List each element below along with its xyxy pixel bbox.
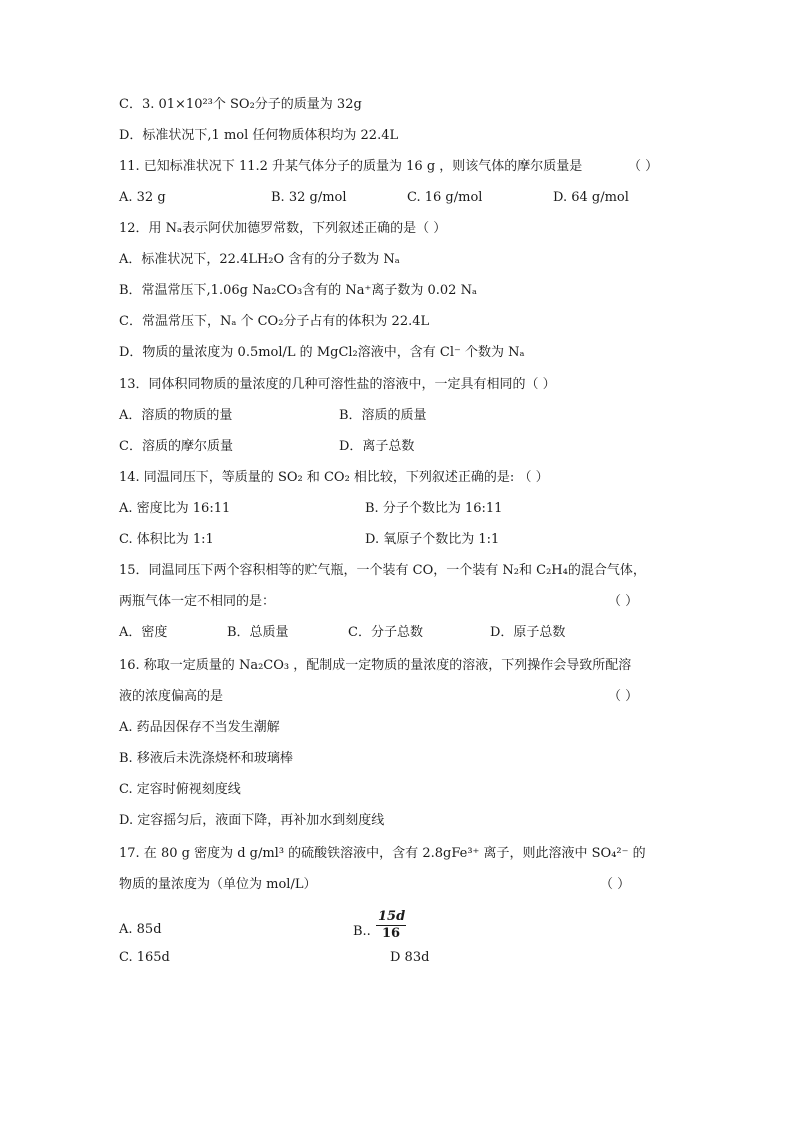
- answer-option-10: B. 分子个数比为 16:11: [365, 501, 503, 516]
- answer-blank-4: （ ）: [600, 877, 631, 892]
- text-line-5: A．标准状况下，22.4LH₂O 含有的分子数为 Nₐ: [119, 252, 400, 267]
- answer-option-18: B..: [353, 924, 371, 939]
- answer-option-12: D. 氧原子个数比为 1:1: [365, 532, 500, 547]
- answer-option-4: D. 64 g/mol: [553, 190, 629, 205]
- answer-blank-2: （ ）: [608, 594, 639, 609]
- answer-option-9: A. 密度比为 16:11: [119, 501, 231, 516]
- text-line-6: B．常温常压下,1.06g Na₂CO₃含有的 Na⁺离子数为 0.02 Nₐ: [119, 283, 477, 298]
- text-line-3: 11. 已知标准状况下 11.2 升某气体分子的质量为 16 g ，则该气体的摩尔质量是: [119, 159, 583, 174]
- fraction-denominator: 16: [381, 926, 401, 941]
- answer-option-6: B．溶质的质量: [339, 408, 427, 423]
- answer-blank-1: （ ）: [628, 159, 659, 174]
- answer-option-20: D 83d: [390, 950, 430, 965]
- answer-option-15: C．分子总数: [348, 625, 423, 640]
- text-line-4: 12．用 Nₐ表示阿伏加德罗常数，下列叙述正确的是（ ）: [119, 221, 447, 236]
- text-line-16: B. 移液后未洗涤烧杯和玻璃棒: [119, 751, 293, 766]
- answer-option-13: A．密度: [119, 625, 168, 640]
- text-line-14: 液的浓度偏高的是: [119, 689, 224, 704]
- answer-option-5: A．溶质的物质的量: [119, 408, 233, 423]
- text-line-18: D. 定容摇匀后，液面下降，再补加水到刻度线: [119, 813, 385, 828]
- text-line-10: 14. 同温同压下，等质量的 SO₂ 和 CO₂ 相比较，下列叙述正确的是: （ ）: [119, 470, 549, 485]
- text-line-20: 物质的量浓度为（单位为 mol/L）: [119, 877, 317, 892]
- answer-option-8: D．离子总数: [339, 439, 415, 454]
- text-line-15: A. 药品因保存不当发生潮解: [119, 720, 280, 735]
- answer-option-3: C. 16 g/mol: [407, 190, 483, 205]
- answer-option-2: B. 32 g/mol: [271, 190, 347, 205]
- answer-option-14: B．总质量: [227, 625, 289, 640]
- answer-option-17: A. 85d: [119, 922, 162, 937]
- text-line-17: C. 定容时俯视刻度线: [119, 782, 241, 797]
- answer-option-11: C. 体积比为 1:1: [119, 532, 214, 547]
- text-line-8: D．物质的量浓度为 0.5mol/L 的 MgCl₂溶液中，含有 Cl⁻ 个数为 Nₐ: [119, 345, 525, 360]
- text-line-19: 17. 在 80 g 密度为 d g/ml³ 的硫酸铁溶液中，含有 2.8gFe³⁺ 离子，则此溶液中 SO₄²⁻ 的: [119, 846, 646, 861]
- fraction-numerator: 15d: [378, 909, 406, 924]
- text-line-9: 13．同体积同物质的量浓度的几种可溶性盐的溶液中，一定具有相同的（ ）: [119, 377, 556, 392]
- answer-blank-3: （ ）: [608, 689, 639, 704]
- text-line-11: 15．同温同压下两个容积相等的贮气瓶，一个装有 CO，一个装有 N₂和 C₂H₄的混合气体，: [119, 563, 646, 578]
- answer-option-16: D．原子总数: [490, 625, 566, 640]
- text-line-7: C．常温常压下，Nₐ 个 CO₂分子占有的体积为 22.4L: [119, 314, 430, 329]
- text-line-13: 16. 称取一定质量的 Na₂CO₃ ，配制成一定物质的量浓度的溶液，下列操作会导致所配溶: [119, 658, 632, 673]
- answer-option-19: C. 165d: [119, 950, 170, 965]
- answer-option-1: A. 32 g: [119, 190, 166, 205]
- text-line-1: C．3. 01×10²³个 SO₂分子的质量为 32g: [119, 97, 362, 112]
- text-line-2: D．标准状况下,1 mol 任何物质体积均为 22.4L: [119, 128, 399, 143]
- option-b-fraction: [376, 909, 406, 942]
- text-line-12: 两瓶气体一定不相同的是：: [119, 594, 276, 609]
- answer-option-7: C．溶质的摩尔质量: [119, 439, 233, 454]
